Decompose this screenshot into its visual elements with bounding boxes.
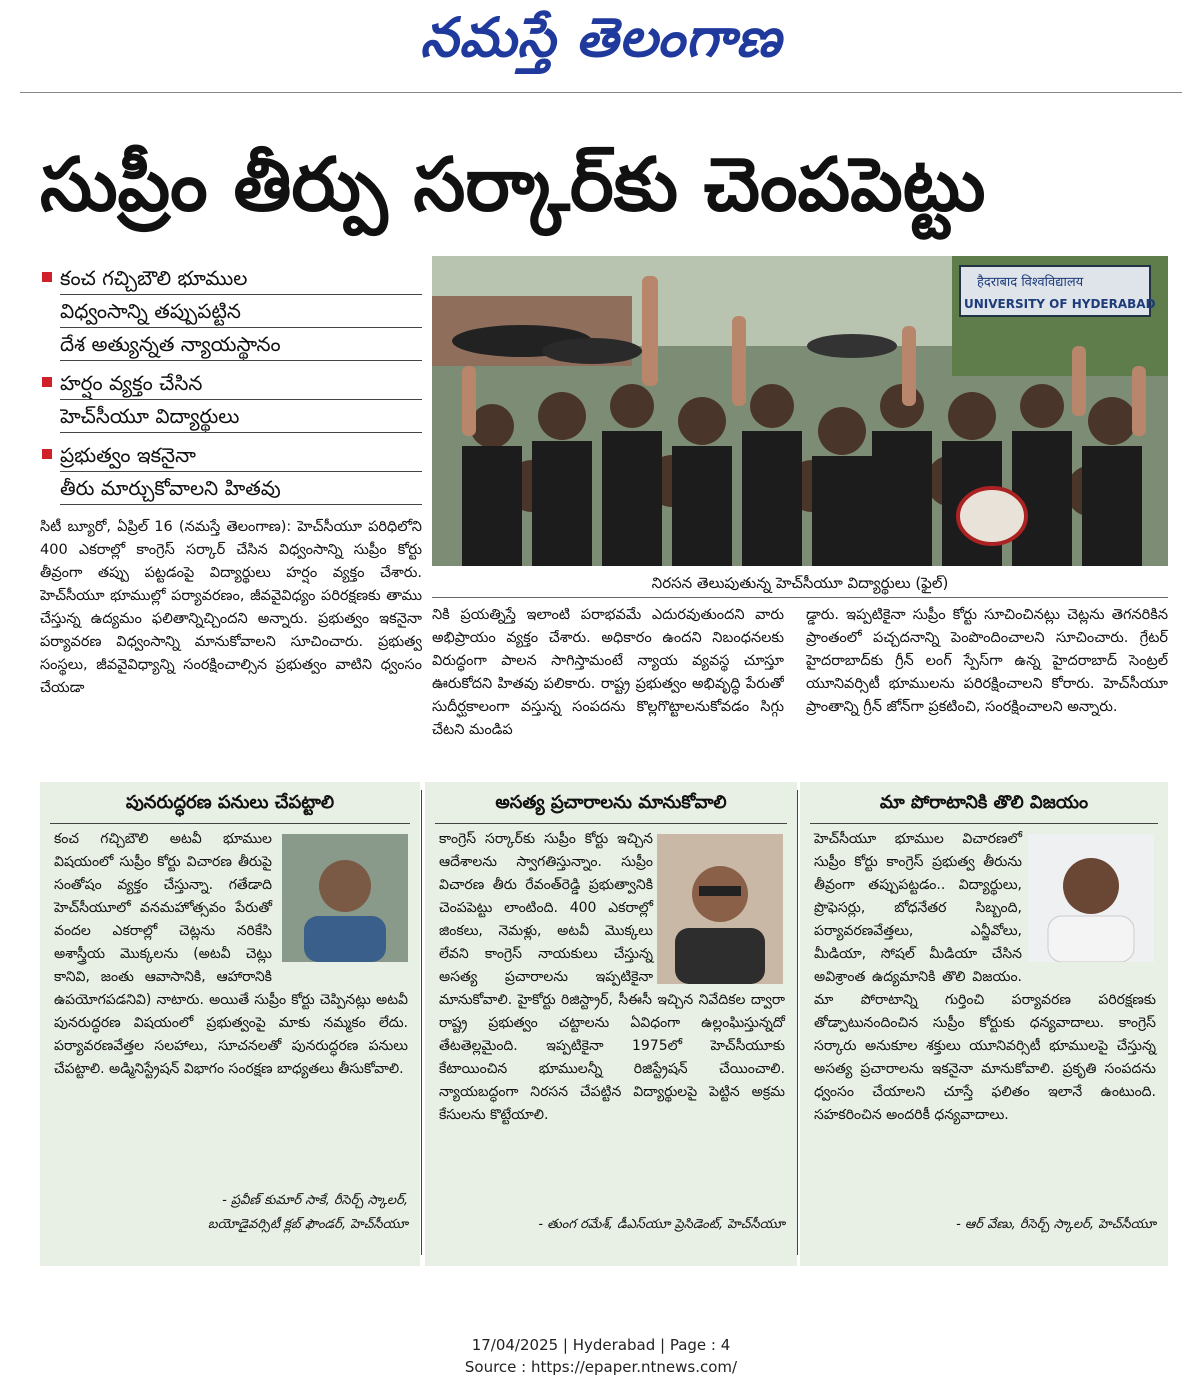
photo-sign-english: UNIVERSITY OF HYDERABAD <box>964 297 1156 311</box>
photo-caption: నిరసన తెలుపుతున్న హెచ్‌సీయూ విద్యార్థులు (ఫైల్) <box>432 568 1168 598</box>
highlight-item <box>40 367 422 433</box>
photo-sign-hindi: हैदराबाद विश्वविद्यालय <box>977 275 1084 290</box>
opinion-box-text: హెచ్‌సీయూ భూముల విచారణలో సుప్రీం కోర్టు కాంగ్రెస్ ప్రభుత్వ తీరును తీవ్రంగా తప్పుపట్టడం.. విద్యార్థులు, ప్రొఫెసర్లు, బోధనేతర సిబ్బంది, పర్యావరణవేత్తలు, ఎన్జీవోలు, మీడియా, సోషల్ మీడియా చేసిన అవిశ్రాంత ఉద్యమానికి తొలి విజయం. మా పోరాటాన్ని గుర్తించి పర్యావరణ పరిరక్షణకు తోడ్పాటునందించిన సుప్రీం కోర్టుకు ధన్యవాదాలు. కాంగ్రెస్ సర్కారు అనుకూల శక్తులు యూనివర్సిటీ భూములపై చేస్తున్న అసత్య ప్రచారాలను ఇకనైనా మానుకోవాలి. ప్రకృతి సంపదను ధ్వంసం చేయాలని చూస్తే ఫలితం ఇలానే ఉంటుంది. సహకరించిన అందరికీ ధన్యవాదాలు. <box>814 831 1156 1123</box>
opinion-box-3 <box>800 782 1168 1266</box>
portrait-spacer <box>1022 828 1156 968</box>
column-divider <box>421 790 422 1255</box>
footer-date-line: 17/04/2025 | Hyderabad | Page : 4 <box>471 1336 731 1354</box>
highlight-line: విధ్వంసాన్ని తప్పుపట్టిన <box>60 295 422 328</box>
highlight-line: దేశ అత్యున్నత న్యాయస్థానం <box>60 328 422 361</box>
opinion-box-text-wrap <box>439 828 785 1127</box>
headline: సుప్రీం తీర్పు సర్కార్‌కు చెంపపెట్టు <box>40 142 986 228</box>
opinion-box-signature: - తుంగ రమేశ్, డీఎస్‌యూ ప్రెసిడెంట్, హెచ్‌సీయూ <box>538 1217 785 1232</box>
highlight-line: కంచ గచ్చిబౌలి భూముల <box>60 262 422 295</box>
highlight-line: తీరు మార్చుకోవాలని హితవు <box>60 472 422 505</box>
bullet-square-icon <box>42 377 52 387</box>
highlight-item <box>40 262 422 361</box>
highlight-line: హర్షం వ్యక్తం చేసిన <box>60 367 422 400</box>
bullet-square-icon <box>42 449 52 459</box>
opinion-box-title: అసత్య ప్రచారాలను మానుకోవాలి <box>435 782 787 824</box>
article-column-3: డ్డారు. ఇప్పటికైనా సుప్రీం కోర్టు సూచించినట్లు చెట్లను తెగనరికిన ప్రాంతంలో పచ్చదనాన్ని పెంపొందించాలని సూచించారు. గ్రేటర్ హైదరాబాద్‌కు గ్రీన్ లంగ్ స్పేస్‌గా ఉన్న హైదరాబాద్ సెంట్రల్ యూనివర్సిటీ భూములను పరిరక్షించాలని కోరారు. హెచ్‌సీయూ ప్రాంతాన్ని గ్రీన్ జోన్‌గా ప్రకటించి, సంరక్షించాలని అన్నారు. <box>806 607 1168 715</box>
highlight-item <box>40 439 422 505</box>
column-divider <box>797 790 798 1255</box>
opinion-box-title: మా పోరాటానికి తొలి విజయం <box>810 782 1158 824</box>
footer-source-line: Source : https://epaper.ntnews.com/ <box>464 1358 738 1376</box>
masthead-rule <box>20 92 1182 96</box>
portrait-spacer <box>272 828 408 968</box>
highlight-line: హెచ్‌సీయూ విద్యార్థులు <box>60 400 422 433</box>
protest-photo <box>432 256 1168 566</box>
opinion-box-text: కంచ గచ్చిబౌలి అటవీ భూముల విషయంలో సుప్రీం కోర్టు విచారణ తీరుపై సంతోషం వ్యక్తం చేస్తున్నా. గతేడాది హెచ్‌సీయూలో వనమహోత్సవం పేరుతో వందల ఎకరాల్లో చెట్లను నరికేసి అశాస్త్రీయ మొక్కలను (అటవీ చెట్లు కానివి, జంతు ఆవాసానికి, ఆహారానికి ఉపయోగపడనివి) నాటారు. అయితే సుప్రీం కోర్టు చెప్పినట్లు అటవీ పునరుద్ధరణ విషయంలో ప్రభుత్వంపై మాకు నమ్మకం లేదు. పర్యావరణవేత్తల సలహాలు, సూచనలతో పునరుద్ధరణ పనులు చేపట్టాలి. అడ్మినిస్ట్రేషన్ విభాగం సంరక్షణ బాధ్యతలు తీసుకోవాలి. <box>54 831 408 1077</box>
article-column-2: నికి ప్రయత్నిస్తే ఇలాంటి పరాభవమే ఎదురవుతుందని వారు అభిప్రాయం వ్యక్తం చేశారు. అధికారం ఉందని నిబంధనలకు విరుద్ధంగా పాలన సాగిస్తామంటే న్యాయ వ్యవస్థ చూస్తూ ఊరుకోదని హితవు పలికారు. రాష్ట్ర ప్రభుత్వం అభివృద్ధి పేరుతో సుదీర్ఘకాలంగా వస్తున్న సంపదను కొల్లగొట్టాలనుకోవడం సిగ్గు చేటని మండిప <box>432 607 784 738</box>
masthead <box>0 0 1202 95</box>
protest-photo-illustration <box>432 256 1168 566</box>
masthead-logo: నమస్తే తెలంగాణ <box>420 6 782 69</box>
portrait-spacer <box>653 828 785 988</box>
opinion-box-2 <box>425 782 797 1266</box>
highlight-line: ప్రభుత్వం ఇకనైనా <box>60 439 422 472</box>
opinion-box-signature-2: బయోడైవర్సిటీ క్లబ్ ఫౌండర్, హెచ్‌సీయూ <box>207 1217 408 1232</box>
opinion-box-text-wrap <box>54 828 408 1081</box>
opinion-box-signature: - ప్రవీణ్ కుమార్ సాకే, రీసెర్చ్ స్కాలర్, <box>222 1193 408 1208</box>
bullet-square-icon <box>42 272 52 282</box>
opinion-box-text-wrap <box>814 828 1156 1127</box>
article-column-1: సిటీ బ్యూరో, ఏప్రిల్ 16 (నమస్తే తెలంగాణ): హెచ్‌సీయూ పరిధిలోని 400 ఎకరాల్లో కాంగ్రెస్ సర్కార్ చేసిన విధ్వంసాన్ని సుప్రీం కోర్టు తీవ్రంగా తప్పు పట్టడంపై విద్యార్థులు హర్షం వ్యక్తం చేశారు. హెచ్‌సీయూ భూముల్లో పర్యావరణం, జీవవైవిధ్యం పరిరక్షణకు తాము చేస్తున్న ఉద్యమం ఫలితాన్నిచ్చిందని అన్నారు. ప్రభుత్వం ఇకనైనా పర్యావరణ విధ్వంసాన్ని మానుకోవాలని సూచించారు. ప్రభుత్వ సంస్థలు, జీవవైవిధ్యాన్ని సంరక్షించాల్సిన ప్రభుత్వం వాటిని ధ్వంసం చేయడా <box>40 519 422 696</box>
opinion-box-signature: - ఆర్ వేణు, రీసెర్చ్ స్కాలర్, హెచ్‌సీయూ <box>956 1217 1156 1232</box>
highlights <box>40 262 422 511</box>
opinion-box-title: పునరుద్ధరణ పనులు చేపట్టాలి <box>50 782 410 824</box>
opinion-box-text: కాంగ్రెస్ సర్కార్‌కు సుప్రీం కోర్టు ఇచ్చిన ఆదేశాలను స్వాగతిస్తున్నాం. సుప్రీం విచారణ తీరు రేవంత్‌రెడ్డి ప్రభుత్వానికి చెంపపెట్టు లాంటింది. 400 ఎకరాల్లో జింకలు, నెమళ్లు, అటవీ మొక్కలు లేవని కాంగ్రెస్ నాయకులు చేస్తున్న అసత్య ప్రచారాలను ఇప్పటికైనా మానుకోవాలి. హైకోర్టు రిజిస్ట్రార్, సీఈసీ ఇచ్చిన నివేదికల ద్వారా రాష్ట్ర ప్రభుత్వం చట్టాలను ఏవిధంగా ఉల్లంఘిస్తున్నదో తేటతెల్లమైంది. ఇప్పటికైనా 1975లో హెచ్‌సీయూకు కేటాయించిన భూములన్నీ రిజిస్ట్రేషన్ చేయించాలి. న్యాయబద్ధంగా నిరసన చేపట్టిన విద్యార్థులపై పెట్టిన అక్రమ కేసులను కొట్టేయాలి. <box>439 831 785 1123</box>
opinion-box-1 <box>40 782 420 1266</box>
